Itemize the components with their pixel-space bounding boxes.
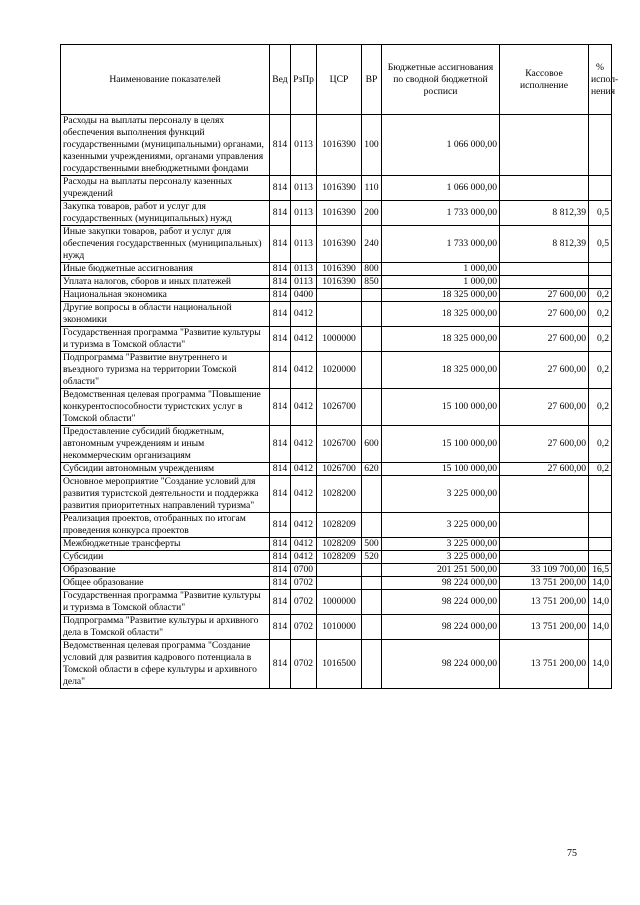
cell-cash	[500, 276, 589, 289]
cell-ved: 814	[270, 201, 291, 226]
cell-name: Общее образование	[61, 577, 270, 590]
table-row	[61, 564, 612, 577]
cell-budget: 1 000,00	[382, 263, 500, 276]
cell-rzpr: 0113	[291, 176, 317, 201]
cell-ved: 814	[270, 352, 291, 389]
table-row	[61, 115, 612, 176]
cell-name: Реализация проектов, отобранных по итогам проведения конкурса проектов	[61, 513, 270, 538]
page-number: 75	[567, 848, 577, 859]
cell-budget: 3 225 000,00	[382, 476, 500, 513]
cell-name: Подпрограмма "Развитие внутреннего и въездного туризма на территории Томской области"	[61, 352, 270, 389]
cell-ved: 814	[270, 426, 291, 463]
cell-budget: 15 100 000,00	[382, 463, 500, 476]
cell-name: Межбюджетные трансферты	[61, 538, 270, 551]
cell-csr: 1016390	[317, 176, 362, 201]
cell-rzpr: 0400	[291, 289, 317, 302]
cell-cash: 27 600,00	[500, 426, 589, 463]
cell-cash	[500, 115, 589, 176]
cell-csr: 1026700	[317, 389, 362, 426]
cell-rzpr: 0113	[291, 115, 317, 176]
header-pct: % испол-нения	[589, 45, 612, 115]
cell-pct: 0,2	[589, 463, 612, 476]
cell-ved: 814	[270, 476, 291, 513]
cell-budget: 98 224 000,00	[382, 640, 500, 689]
cell-pct	[589, 115, 612, 176]
cell-vr	[362, 389, 382, 426]
table-row	[61, 276, 612, 289]
cell-budget: 15 100 000,00	[382, 426, 500, 463]
cell-pct: 14,0	[589, 577, 612, 590]
cell-ved: 814	[270, 302, 291, 327]
cell-budget: 1 000,00	[382, 276, 500, 289]
cell-cash	[500, 476, 589, 513]
cell-cash	[500, 513, 589, 538]
cell-rzpr: 0412	[291, 538, 317, 551]
cell-vr	[362, 513, 382, 538]
cell-rzpr: 0702	[291, 577, 317, 590]
table-row	[61, 201, 612, 226]
cell-budget: 18 325 000,00	[382, 289, 500, 302]
cell-pct: 0,2	[589, 389, 612, 426]
cell-vr: 850	[362, 276, 382, 289]
table-row	[61, 551, 612, 564]
cell-rzpr: 0700	[291, 564, 317, 577]
cell-ved: 814	[270, 389, 291, 426]
cell-name: Уплата налогов, сборов и иных платежей	[61, 276, 270, 289]
cell-rzpr: 0702	[291, 615, 317, 640]
cell-cash	[500, 551, 589, 564]
table-row	[61, 577, 612, 590]
cell-csr: 1016390	[317, 201, 362, 226]
cell-csr: 1016390	[317, 115, 362, 176]
cell-cash: 27 600,00	[500, 289, 589, 302]
cell-cash: 33 109 700,00	[500, 564, 589, 577]
cell-csr: 1026700	[317, 426, 362, 463]
cell-rzpr: 0113	[291, 201, 317, 226]
cell-pct: 0,2	[589, 289, 612, 302]
cell-pct: 14,0	[589, 590, 612, 615]
cell-budget: 3 225 000,00	[382, 513, 500, 538]
cell-rzpr: 0412	[291, 327, 317, 352]
cell-pct	[589, 538, 612, 551]
table-row	[61, 640, 612, 689]
cell-vr: 100	[362, 115, 382, 176]
cell-pct: 14,0	[589, 615, 612, 640]
cell-rzpr: 0412	[291, 389, 317, 426]
table-body	[61, 115, 612, 689]
table-row	[61, 327, 612, 352]
cell-pct	[589, 176, 612, 201]
header-vr: ВР	[362, 45, 382, 115]
cell-pct: 0,5	[589, 201, 612, 226]
cell-cash: 13 751 200,00	[500, 590, 589, 615]
cell-budget: 15 100 000,00	[382, 389, 500, 426]
cell-csr: 1016390	[317, 226, 362, 263]
cell-budget: 18 325 000,00	[382, 327, 500, 352]
cell-budget: 98 224 000,00	[382, 577, 500, 590]
cell-vr	[362, 327, 382, 352]
table-row	[61, 538, 612, 551]
cell-name: Ведомственная целевая программа "Создание условий для развития кадрового потенциала в Томской области в сфере культуры и архивного дела"	[61, 640, 270, 689]
cell-name: Расходы на выплаты персоналу казенных учреждений	[61, 176, 270, 201]
cell-cash	[500, 538, 589, 551]
cell-ved: 814	[270, 564, 291, 577]
cell-cash	[500, 263, 589, 276]
table-header-row	[61, 45, 612, 115]
cell-rzpr: 0412	[291, 513, 317, 538]
cell-ved: 814	[270, 615, 291, 640]
header-ved: Вед	[270, 45, 291, 115]
cell-csr	[317, 289, 362, 302]
cell-csr: 1016390	[317, 276, 362, 289]
table-row	[61, 426, 612, 463]
cell-pct: 14,0	[589, 640, 612, 689]
cell-cash: 27 600,00	[500, 352, 589, 389]
cell-rzpr: 0113	[291, 263, 317, 276]
cell-rzpr: 0412	[291, 426, 317, 463]
cell-vr	[362, 577, 382, 590]
cell-csr	[317, 302, 362, 327]
cell-name: Основное мероприятие "Создание условий для развития туристской деятельности и поддержка развития приоритетных направлений туризма"	[61, 476, 270, 513]
cell-pct	[589, 476, 612, 513]
cell-cash: 27 600,00	[500, 302, 589, 327]
cell-cash: 13 751 200,00	[500, 615, 589, 640]
cell-csr: 1028200	[317, 476, 362, 513]
cell-ved: 814	[270, 513, 291, 538]
cell-name: Субсидии автономным учреждениям	[61, 463, 270, 476]
cell-ved: 814	[270, 226, 291, 263]
cell-name: Иные закупки товаров, работ и услуг для обеспечения государственных (муниципальных) нужд	[61, 226, 270, 263]
cell-vr	[362, 476, 382, 513]
cell-name: Субсидии	[61, 551, 270, 564]
cell-name: Иные бюджетные ассигнования	[61, 263, 270, 276]
cell-pct: 0,5	[589, 226, 612, 263]
cell-name: Государственная программа "Развитие культуры и туризма в Томской области"	[61, 327, 270, 352]
cell-cash: 8 812,39	[500, 226, 589, 263]
cell-vr: 200	[362, 201, 382, 226]
cell-pct	[589, 551, 612, 564]
header-cash: Кассовое исполнение	[500, 45, 589, 115]
cell-rzpr: 0412	[291, 476, 317, 513]
cell-budget: 1 066 000,00	[382, 176, 500, 201]
cell-csr: 1000000	[317, 327, 362, 352]
cell-vr: 500	[362, 538, 382, 551]
cell-vr: 800	[362, 263, 382, 276]
cell-vr	[362, 640, 382, 689]
header-name: Наименование показателей	[61, 45, 270, 115]
cell-budget: 18 325 000,00	[382, 352, 500, 389]
cell-vr	[362, 590, 382, 615]
budget-table	[60, 44, 619, 689]
cell-budget: 1 066 000,00	[382, 115, 500, 176]
cell-csr: 1000000	[317, 590, 362, 615]
cell-ved: 814	[270, 289, 291, 302]
cell-pct	[589, 276, 612, 289]
cell-budget: 201 251 500,00	[382, 564, 500, 577]
cell-budget: 98 224 000,00	[382, 615, 500, 640]
cell-name: Предоставление субсидий бюджетным, автономным учреждениям и иным некоммерческим организациям	[61, 426, 270, 463]
cell-name: Расходы на выплаты персоналу в целях обеспечения выполнения функций государственными (муниципальными) органами, казенными учреждениями, органами управления государственными внебюджетными фондами	[61, 115, 270, 176]
cell-ved: 814	[270, 640, 291, 689]
cell-pct	[589, 513, 612, 538]
cell-cash: 13 751 200,00	[500, 640, 589, 689]
cell-pct: 0,2	[589, 302, 612, 327]
cell-csr: 1010000	[317, 615, 362, 640]
cell-csr: 1016390	[317, 263, 362, 276]
cell-name: Ведомственная целевая программа "Повышение конкурентоспособности туристских услуг в Томской области"	[61, 389, 270, 426]
table-row	[61, 389, 612, 426]
cell-cash: 27 600,00	[500, 327, 589, 352]
cell-vr	[362, 352, 382, 389]
table-row	[61, 352, 612, 389]
cell-ved: 814	[270, 590, 291, 615]
table-row	[61, 615, 612, 640]
cell-rzpr: 0113	[291, 226, 317, 263]
cell-ved: 814	[270, 263, 291, 276]
cell-ved: 814	[270, 577, 291, 590]
cell-pct: 16,5	[589, 564, 612, 577]
cell-csr: 1028209	[317, 538, 362, 551]
cell-cash: 27 600,00	[500, 389, 589, 426]
table-row	[61, 476, 612, 513]
table-row	[61, 463, 612, 476]
cell-vr: 600	[362, 426, 382, 463]
cell-vr	[362, 564, 382, 577]
table-row	[61, 302, 612, 327]
cell-ved: 814	[270, 327, 291, 352]
cell-pct: 0,2	[589, 327, 612, 352]
table-row	[61, 513, 612, 538]
cell-budget: 3 225 000,00	[382, 538, 500, 551]
cell-budget: 3 225 000,00	[382, 551, 500, 564]
cell-rzpr: 0702	[291, 640, 317, 689]
cell-pct: 0,2	[589, 352, 612, 389]
cell-cash: 27 600,00	[500, 463, 589, 476]
cell-name: Национальная экономика	[61, 289, 270, 302]
cell-vr	[362, 302, 382, 327]
cell-name: Другие вопросы в области национальной экономики	[61, 302, 270, 327]
header-rzpr: РзПр	[291, 45, 317, 115]
cell-ved: 814	[270, 551, 291, 564]
cell-name: Образование	[61, 564, 270, 577]
cell-ved: 814	[270, 115, 291, 176]
table-row	[61, 289, 612, 302]
cell-csr: 1028209	[317, 551, 362, 564]
cell-budget: 18 325 000,00	[382, 302, 500, 327]
cell-name: Закупка товаров, работ и услуг для государственных (муниципальных) нужд	[61, 201, 270, 226]
cell-vr: 520	[362, 551, 382, 564]
cell-budget: 98 224 000,00	[382, 590, 500, 615]
cell-rzpr: 0702	[291, 590, 317, 615]
table-row	[61, 226, 612, 263]
header-csr: ЦСР	[317, 45, 362, 115]
cell-name: Государственная программа "Развитие культуры и туризма в Томской области"	[61, 590, 270, 615]
cell-cash	[500, 176, 589, 201]
cell-vr	[362, 615, 382, 640]
table-row	[61, 263, 612, 276]
cell-csr: 1028209	[317, 513, 362, 538]
cell-ved: 814	[270, 176, 291, 201]
cell-csr	[317, 577, 362, 590]
cell-cash: 13 751 200,00	[500, 577, 589, 590]
cell-vr: 620	[362, 463, 382, 476]
table-row	[61, 590, 612, 615]
cell-pct: 0,2	[589, 426, 612, 463]
cell-vr: 110	[362, 176, 382, 201]
cell-csr	[317, 564, 362, 577]
cell-ved: 814	[270, 276, 291, 289]
cell-vr	[362, 289, 382, 302]
cell-rzpr: 0113	[291, 276, 317, 289]
cell-rzpr: 0412	[291, 551, 317, 564]
cell-cash: 8 812,39	[500, 201, 589, 226]
cell-vr: 240	[362, 226, 382, 263]
cell-pct	[589, 263, 612, 276]
cell-rzpr: 0412	[291, 463, 317, 476]
cell-csr: 1016500	[317, 640, 362, 689]
cell-ved: 814	[270, 538, 291, 551]
cell-budget: 1 733 000,00	[382, 201, 500, 226]
cell-csr: 1020000	[317, 352, 362, 389]
header-budget: Бюджетные ассигнования по сводной бюджетной росписи	[382, 45, 500, 115]
table-row	[61, 176, 612, 201]
cell-ved: 814	[270, 463, 291, 476]
cell-rzpr: 0412	[291, 352, 317, 389]
cell-csr: 1026700	[317, 463, 362, 476]
cell-name: Подпрограмма "Развитие культуры и архивного дела в Томской области"	[61, 615, 270, 640]
cell-rzpr: 0412	[291, 302, 317, 327]
cell-budget: 1 733 000,00	[382, 226, 500, 263]
